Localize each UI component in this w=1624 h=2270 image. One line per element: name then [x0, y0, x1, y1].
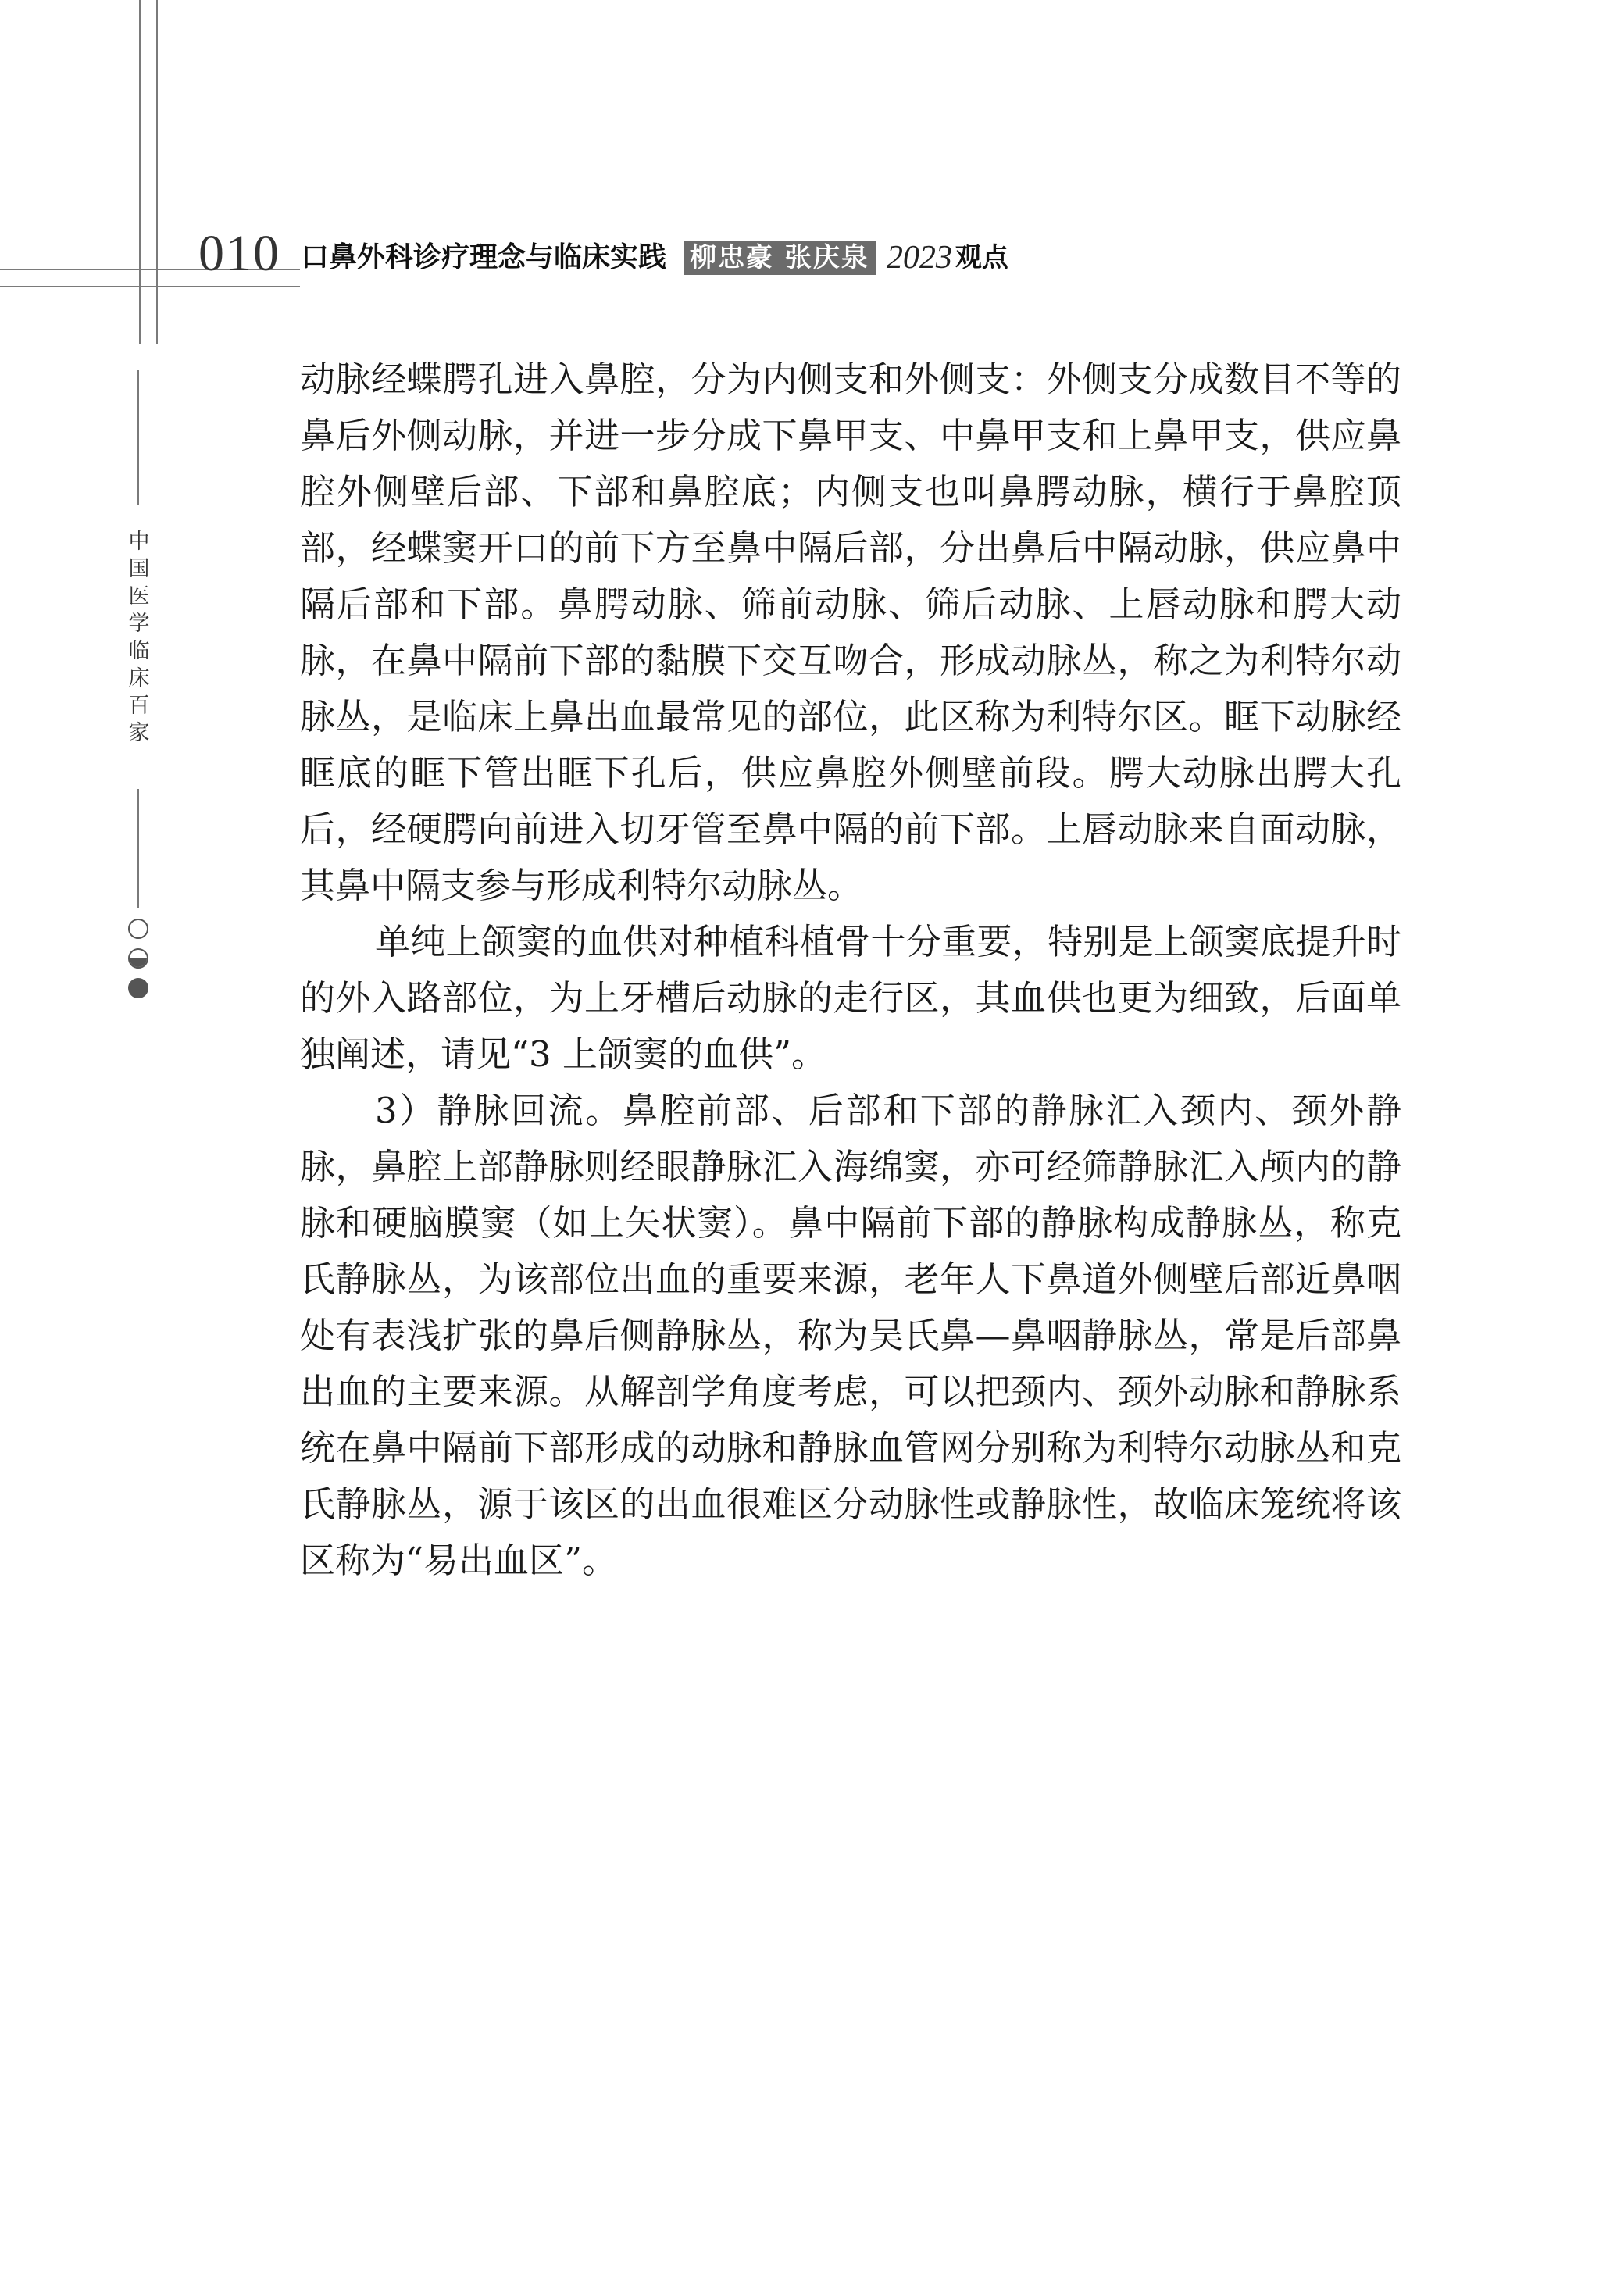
book-title: 口鼻外科诊疗理念与临床实践: [301, 241, 667, 273]
paragraph-sinus-blood-supply: 单纯上颌窦的血供对种植科植骨十分重要，特别是上颌窦底提升时的外入路部位，为上牙槽后动脉的走行区，其血供也更为细致，后面单独阐述，请见“3 上颌窦的血供”。: [300, 921, 1401, 1075]
header-rule-bottom: [0, 286, 300, 287]
paragraph-arterial-supply: 动脉经蝶腭孔进入鼻腔，分为内侧支和外侧支：外侧支分成数目不等的鼻后外侧动脉，并进一步分成下鼻甲支、中鼻甲支和上鼻甲支，供应鼻腔外侧壁后部、下部和鼻腔底；内侧支也叫鼻腭动脉，横行于鼻腔顶部，经蝶窦开口的前下方至鼻中隔后部，分出鼻后中隔动脉，供应鼻中隔后部和下部。鼻腭动脉、筛前动脉、筛后动脉、上唇动脉和腭大动脉，在鼻中隔前下部的黏膜下交互吻合，形成动脉丛，称之为利特尔动脉丛，是临床上鼻出血最常见的部位，此区称为利特尔区。眶下动脉经眶底的眶下管出眶下孔后，供应鼻腔外侧壁前段。腭大动脉出腭大孔后，经硬腭向前进入切牙管至鼻中隔的前下部。上唇动脉来自面动脉，其鼻中隔支参与形成利特尔动脉丛。: [300, 359, 1401, 906]
half-filled-circle-icon: [128, 948, 148, 969]
paragraph-venous-return: 3）静脉回流。鼻腔前部、后部和下部的静脉汇入颈内、颈外静脉，鼻腔上部静脉则经眼静脉汇入海绵窦，亦可经筛静脉汇入颅内的静脉和硬脑膜窦（如上矢状窦）。鼻中隔前下部的静脉构成静脉丛，称克氏静脉丛，为该部位出血的重要来源，老年人下鼻道外侧壁后部近鼻咽处有表浅扩张的鼻后侧静脉丛，称为吴氏鼻—鼻咽静脉丛，常是后部鼻出血的主要来源。从解剖学角度考虑，可以把颈内、颈外动脉和静脉系统在鼻中隔前下部形成的动脉和静脉血管网分别称为利特尔动脉丛和克氏静脉丛，源于该区的出血很难区分动脉性或静脉性，故临床笼统将该区称为“易出血区”。: [300, 1090, 1401, 1581]
body-text: [300, 352, 1401, 1589]
page-number: 010: [198, 225, 280, 282]
sidebar-rule-lower: [137, 789, 139, 908]
author-names: 柳忠豪 张庆泉: [684, 241, 876, 275]
running-header: [198, 220, 1008, 280]
year-label: 2023: [886, 240, 952, 276]
viewpoint-label: 观点: [955, 242, 1008, 273]
series-label: 中国医学临床百家: [128, 530, 150, 745]
filled-circle-icon: [128, 978, 148, 998]
sidebar-rule-upper: [137, 370, 139, 505]
empty-circle-icon: [128, 919, 148, 939]
vertical-rule-inner: [156, 0, 158, 344]
vertical-rule-outer: [139, 0, 141, 344]
